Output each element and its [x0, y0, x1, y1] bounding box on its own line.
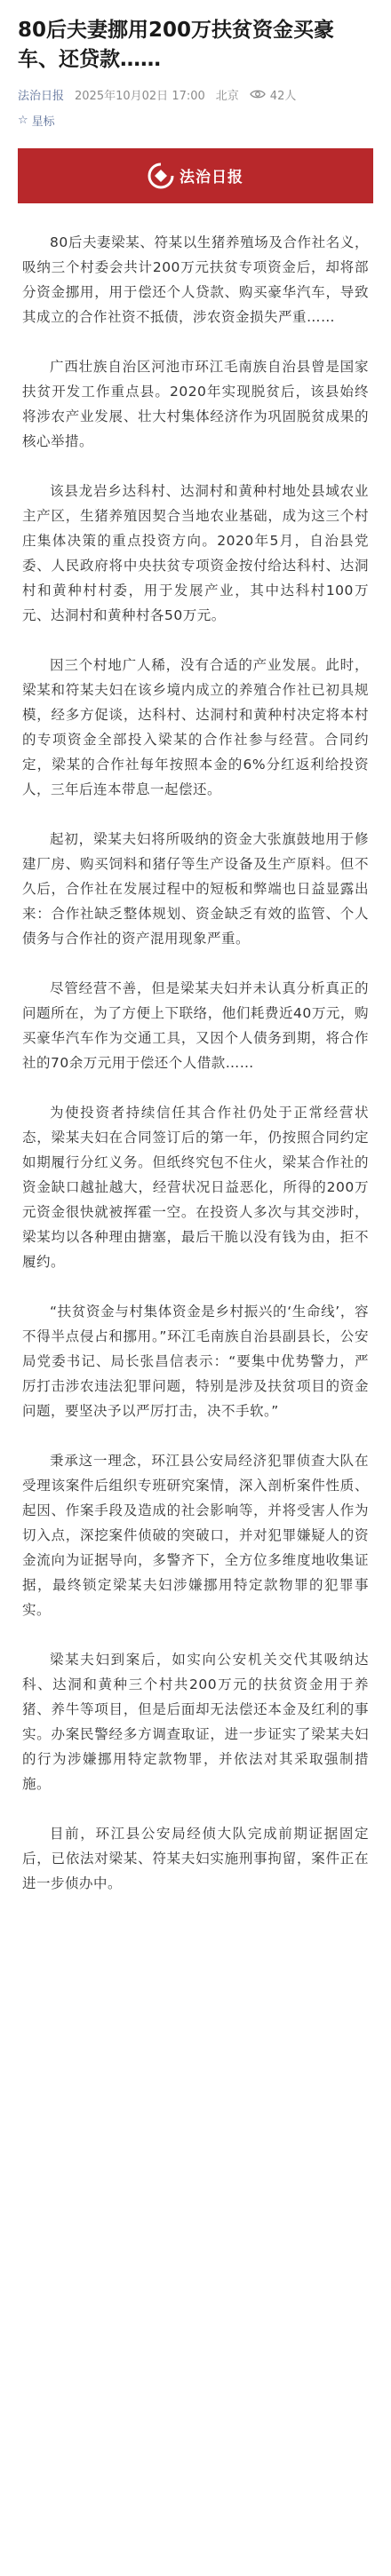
article-body [0, 203, 391, 1896]
article-paragraph: 尽管经营不善，但是梁某夫妇并未认真分析真正的问题所在，为了方便上下联络，他们耗费近40万元，购买豪华汽车作为交通工具，又因个人债务到期，将合作社的70余万元用于偿还个人借款…… [22, 979, 369, 1071]
article-paragraph: 目前，环江县公安局经侦大队完成前期证据固定后，已依法对梁某、符某夫妇实施刑事拘留，案件正在进一步侦办中。 [22, 1825, 369, 1891]
article-paragraph: 秉承这一理念，环江县公安局经济犯罪侦查大队在受理该案件后组织专班研究案情，深入剖析案件性质、起因、作案手段及造成的社会影响等，并将受害人作为切入点，深挖案件侦破的突破口，并对犯罪嫌疑人的资金流向为证据导向，多警齐下，全方位多维度地收集证据，最终锁定梁某夫妇涉嫌挪用特定款物罪的犯罪事实。 [22, 1452, 369, 1618]
star-button[interactable] [18, 112, 373, 129]
source-account-link[interactable]: 法治日报 [18, 89, 65, 103]
newspaper-logo [148, 162, 243, 189]
logo-emblem-icon [148, 162, 174, 189]
article-paragraph: 起初，梁某夫妇将所吸纳的资金大张旗鼓地用于修建厂房、购买饲料和猪仔等生产设备及生产原料。但不久后，合作社在发展过程中的短板和弊端也日益显露出来：合作社缺乏整体规划、资金缺乏有效的监管、个人债务与合作社的资产混用现象严重。 [22, 830, 369, 947]
article-paragraph: 该县龙岩乡达科村、达洞村和黄种村地处县域农业主产区，生猪养殖因契合当地农业基础，成为这三个村庄集体决策的重点投资方向。2020年5月，自治县党委、人民政府将中央扶贫专项资金按付给达科村、达洞村和黄种村村委，用于发展产业，其中达科村100万元、达洞村和黄种村各50万元。 [22, 482, 369, 623]
logo-text: 法治日报 [180, 169, 243, 187]
article-paragraph: “扶贫资金与村集体资金是乡村振兴的‘生命线’，容不得半点侵占和挪用。”环江毛南族自治县副县长，公安局党委书记、局长张昌信表示：“要集中优势警力，严厉打击涉农违法犯罪问题，特别是涉及扶贫项目的资金问题，要坚决予以严厉打击，决不手软。” [22, 1303, 369, 1419]
star-label: 星标 [31, 115, 55, 129]
article-paragraph: 为使投资者持续信任其合作社仍处于正常经营状态，梁某夫妇在合同签订后的第一年，仍按照合同约定如期履行分红义务。但纸终究包不住火，梁某合作社的资金缺口越扯越大，经营状况日益恶化，所得的200万元资金很快就被挥霍一空。在投资人多次与其交涉时，梁某均以各种理由搪塞，最后干脆以没有钱为由，拒不履约。 [22, 1104, 369, 1270]
publish-location: 北京 [215, 89, 239, 103]
publish-date: 2025年10月02日 17:00 [75, 89, 205, 103]
article-paragraph: 80后夫妻梁某、符某以生猪养殖场及合作社名义，吸纳三个村委会共计200万元扶贫专项资金后，却将部分资金挪用，用于偿还个人贷款、购买豪华汽车，导致其成立的合作社资不抵债，涉农资金损失严重…… [22, 234, 369, 325]
eye-icon [250, 89, 266, 99]
article-title: 80后夫妻挪用200万扶贫资金买豪车、还贷款…… [18, 19, 335, 72]
view-count: 42人 [269, 89, 297, 103]
article-header [0, 0, 391, 129]
newspaper-logo-banner [18, 148, 373, 203]
article-paragraph: 广西壮族自治区河池市环江毛南族自治县曾是国家扶贫开发工作重点县。2020年实现脱贫后，该县始终将涉农产业发展、壮大村集体经济作为巩固脱贫成果的核心举措。 [22, 358, 369, 449]
star-icon: ☆ [18, 113, 28, 127]
article-paragraph: 因三个村地广人稀，没有合适的产业发展。此时，梁某和符某夫妇在该乡境内成立的养殖合作社已初具规模，经多方促谈，达科村、达洞村和黄种村决定将本村的专项资金全部投入梁某的合作社参与经营。合同约定，梁某的合作社每年按照本金的6%分红返利给投资人，三年后连本带息一起偿还。 [22, 656, 369, 797]
article-paragraph: 梁某夫妇到案后，如实向公安机关交代其吸纳达科、达洞和黄种三个村共200万元的扶贫资金用于养猪、养牛等项目，但是后面却无法偿还本金及红利的事实。办案民警经多方调查取证，进一步证实了梁某夫妇的行为涉嫌挪用特定款物罪，并依法对其采取强制措施。 [22, 1651, 369, 1792]
meta-row [18, 86, 373, 103]
